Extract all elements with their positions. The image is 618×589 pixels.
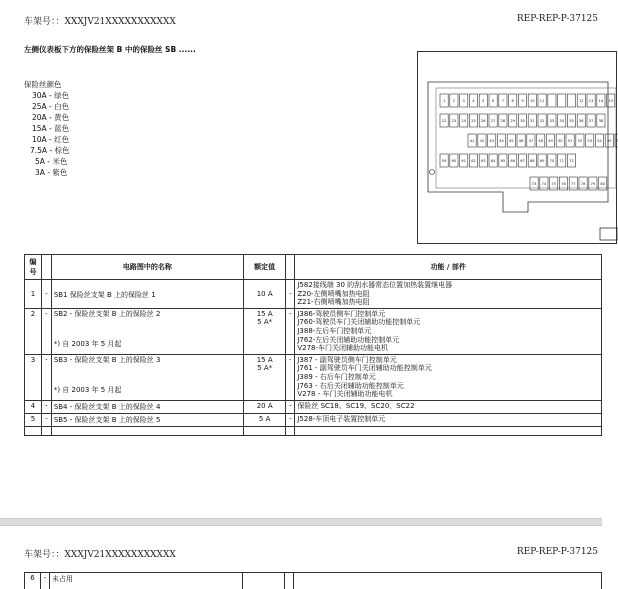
fuse-slot-number: 9 (521, 99, 524, 103)
row-name: SB4 - 保险丝支架 B 上的保险丝 4 (51, 400, 243, 413)
col-header-function: 功能 / 部件 (295, 255, 602, 280)
row-dash: - (41, 280, 51, 309)
fuse-slot-number: 65 (501, 159, 506, 163)
table-row (25, 400, 602, 413)
row-no: 2 (25, 308, 42, 354)
function-line: J528-车顶电子装置控制单元 (297, 415, 599, 424)
row-value: 20 A (243, 400, 285, 413)
row-note: *) 自 2003 年 5 月起 (54, 386, 241, 395)
fuse-slot-number: 27 (491, 119, 496, 123)
fuse-slot-number: 69 (540, 159, 545, 163)
row-value-cell (243, 354, 285, 400)
fuse-slot-number: 23 (452, 119, 457, 123)
fuse-slot-number: 47 (529, 139, 534, 143)
fuse-holder-diagram (417, 51, 617, 244)
row-dash: - (286, 280, 295, 309)
row-note: *) 自 2003 年 5 月起 (54, 340, 241, 349)
fuse-slot-number: 77 (571, 182, 576, 186)
row-value-cell (243, 308, 285, 354)
fuse-slot-number: 64 (491, 159, 496, 163)
fuse-slot-number: 46 (519, 139, 524, 143)
row-name: 未占用 (49, 573, 242, 589)
fuse-slot-number: 67 (520, 159, 525, 163)
fuse-slot-number: 4 (472, 99, 475, 103)
fuse-slot-number: 15 (608, 99, 613, 103)
row-value: 5 A (243, 413, 285, 426)
function-line: Z21-右侧喷嘴加热电阻 (297, 298, 599, 307)
fuse-slot-number: 54 (597, 139, 602, 143)
vin-header: 车架号：：XXXJV21XXXXXXXXXXX (24, 14, 176, 27)
function-line: J760-驾驶员车门关闭辅助功能控制单元 (297, 318, 599, 327)
fuse-slot-number: 59 (442, 159, 447, 163)
fuse-slot-number: 2 (453, 99, 455, 103)
row-value: 10 A (243, 280, 285, 309)
function-line: J388-左后车门控制单元 (297, 327, 599, 336)
fuse-slot-number: 71 (559, 159, 564, 163)
fuse-slot-number: 3 (463, 99, 465, 103)
vin-header: 车架号：：XXXJV21XXXXXXXXXXX (24, 547, 176, 560)
fuse-slot-number: 37 (589, 119, 594, 123)
fuse-slot-number: 29 (510, 119, 515, 123)
fuse-slot-number: 44 (499, 139, 504, 143)
col-header-name: 电路图中的名称 (51, 255, 243, 280)
legend-row: 20A - 黄色 (24, 112, 70, 123)
fuse-slot-number: 35 (569, 119, 574, 123)
row-dash: - (41, 413, 51, 426)
fuse-table (24, 254, 602, 436)
fuse-slot-number: 25 (471, 119, 476, 123)
fuse-slot-number: 24 (461, 119, 466, 123)
legend-row: 5A - 米色 (24, 156, 70, 167)
fuse-slot-number: 14 (599, 99, 604, 103)
row-dash: - (286, 413, 295, 426)
function-line: J761 - 副驾驶员车门关闭辅助功能控制单元 (297, 364, 599, 373)
fuse-slot-number: 34 (559, 119, 564, 123)
fuse-slot-number: 62 (471, 159, 476, 163)
table-row-continuation (25, 426, 602, 435)
fuse-slot-number: 8 (512, 99, 515, 103)
fuse-slot-number: 6 (492, 99, 495, 103)
fuse-slot-number: 45 (509, 139, 514, 143)
function-line: J762-左后关闭辅助功能控制单元 (297, 336, 599, 345)
row-name-cell (51, 354, 243, 400)
fuse-slot-number: 41 (470, 139, 475, 143)
legend-row: 3A - 紫色 (24, 167, 70, 178)
row-no: 4 (25, 400, 42, 413)
legend-heading: 保险丝颜色 (24, 79, 70, 90)
fuse-slot-number: 22 (442, 119, 447, 123)
row-dash: - (41, 400, 51, 413)
fuse-slot (558, 94, 566, 107)
fuse-slot-number: 78 (581, 182, 586, 186)
legend-row: 10A - 红色 (24, 134, 70, 145)
function-line: J386-驾驶员侧车门控制单元 (297, 310, 599, 319)
fuse-slot (548, 94, 556, 107)
table-row (25, 280, 602, 309)
fuse-slot-number: 53 (587, 139, 592, 143)
fuse-slot-number: 31 (530, 119, 535, 123)
fuse-slot-number: 70 (550, 159, 555, 163)
row-function (295, 354, 602, 400)
fuse-slot-number: 26 (481, 119, 486, 123)
row-value-alt: 5 A* (246, 318, 283, 327)
fuse-slot-number: 36 (579, 119, 584, 123)
fuse-slot-number: 33 (550, 119, 555, 123)
row-no: 1 (25, 280, 42, 309)
fuse-slot-number: 75 (551, 182, 556, 186)
page-separator (0, 518, 602, 526)
table-row (25, 354, 602, 400)
fuse-slot-number: 73 (532, 182, 537, 186)
function-line: J582接线端 30 的刮水器常态位置加热装置继电器 (297, 281, 599, 290)
fuse-slot-number: 52 (578, 139, 583, 143)
legend-row: 30A - 绿色 (24, 90, 70, 101)
fuse-slot-number: 43 (489, 139, 494, 143)
function-line: J763 - 右后关闭辅助功能控制单元 (297, 382, 599, 391)
fuse-slot-number: 76 (561, 182, 566, 186)
fuse-slot (567, 94, 575, 107)
fuse-slot-number: 38 (599, 119, 604, 123)
row-value-alt: 5 A* (246, 364, 283, 373)
fuse-color-legend (24, 79, 70, 178)
row-name: SB3 - 保险丝支架 B 上的保险丝 3 (54, 356, 241, 365)
fuse-slot-number: 5 (482, 99, 484, 103)
col-header-no: 编号 (25, 255, 42, 280)
fuse-holder-drawing (418, 52, 618, 245)
fuse-slot-number: 66 (510, 159, 515, 163)
table-row (25, 308, 602, 354)
fuse-slot-number: 51 (568, 139, 573, 143)
fuse-slot-number: 30 (520, 119, 525, 123)
row-value: 15 A (246, 356, 283, 365)
function-line: V278-车门关闭辅助功能电机 (297, 344, 599, 353)
doc-id-header: REP-REP-P-37125 (517, 14, 598, 24)
row-name: SB5 - 保险丝支架 B 上的保险丝 5 (51, 413, 243, 426)
fuse-slot-number: 10 (530, 99, 535, 103)
col-header-value: 额定值 (243, 255, 285, 280)
fuse-slot-number: 13 (589, 99, 594, 103)
function-line: Z20-左侧喷嘴加热电阻 (297, 290, 599, 299)
fuse-slot-number: 28 (501, 119, 506, 123)
row-name-cell (51, 308, 243, 354)
legend-row: 7.5A - 棕色 (24, 145, 70, 156)
doc-id-header: REP-REP-P-37125 (517, 547, 598, 557)
row-function (295, 308, 602, 354)
fuse-slot-number: 48 (538, 139, 543, 143)
document-page-2 (0, 526, 602, 587)
fuse-slot-number: 55 (607, 139, 612, 143)
fuse-slot-number: 49 (548, 139, 553, 143)
function-line: 保险丝 SC18、SC19、SC20、SC22 (297, 402, 599, 411)
row-function (295, 413, 602, 426)
fuse-slot-number: 63 (481, 159, 486, 163)
section-title: 左侧仪表板下方的保险丝架 B 中的保险丝 SB ...... (24, 44, 196, 55)
fuse-slot-number: 50 (558, 139, 563, 143)
fuse-slot-number: 68 (530, 159, 535, 163)
legend-row: 15A - 蓝色 (24, 123, 70, 134)
row-name: SB1 保险丝支架 B 上的保险丝 1 (51, 280, 243, 309)
row-name: SB2 - 保险丝支架 B 上的保险丝 2 (54, 310, 241, 319)
row-dash: - (41, 354, 51, 400)
row-no: 5 (25, 413, 42, 426)
fuse-slot-number: 80 (600, 182, 605, 186)
fuse-slot-number: 12 (579, 99, 584, 103)
row-dash: - (286, 308, 295, 354)
fuse-slot-number: 42 (480, 139, 485, 143)
function-line: J389 - 右后车门控制单元 (297, 373, 599, 382)
row-value: 15 A (246, 310, 283, 319)
row-dash: - (286, 354, 295, 400)
row-dash: - (40, 573, 49, 589)
table-header-row (25, 255, 602, 280)
function-line: J387 - 副驾驶员侧车门控制单元 (297, 356, 599, 365)
row-function (295, 280, 602, 309)
legend-row: 25A - 白色 (24, 101, 70, 112)
fuse-slot-number: 72 (569, 159, 574, 163)
function-line: V278 - 车门关闭辅助功能电机 (297, 390, 599, 399)
fuse-slot-number: 7 (502, 99, 504, 103)
table-row (25, 573, 602, 589)
table-row (25, 413, 602, 426)
fuse-slot-number: 60 (452, 159, 457, 163)
fuse-slot-number: 11 (540, 99, 545, 103)
row-no: 3 (25, 354, 42, 400)
fuse-table-continued (24, 572, 602, 589)
row-dash: - (41, 308, 51, 354)
fuse-slot-number: 74 (542, 182, 547, 186)
fuse-slot-number: 79 (591, 182, 596, 186)
row-function (295, 400, 602, 413)
row-dash: - (286, 400, 295, 413)
fuse-slot-number: 32 (540, 119, 545, 123)
row-no: 6 (25, 573, 41, 589)
fuse-slot-number: 61 (461, 159, 466, 163)
fuse-slot-number: 1 (443, 99, 445, 103)
